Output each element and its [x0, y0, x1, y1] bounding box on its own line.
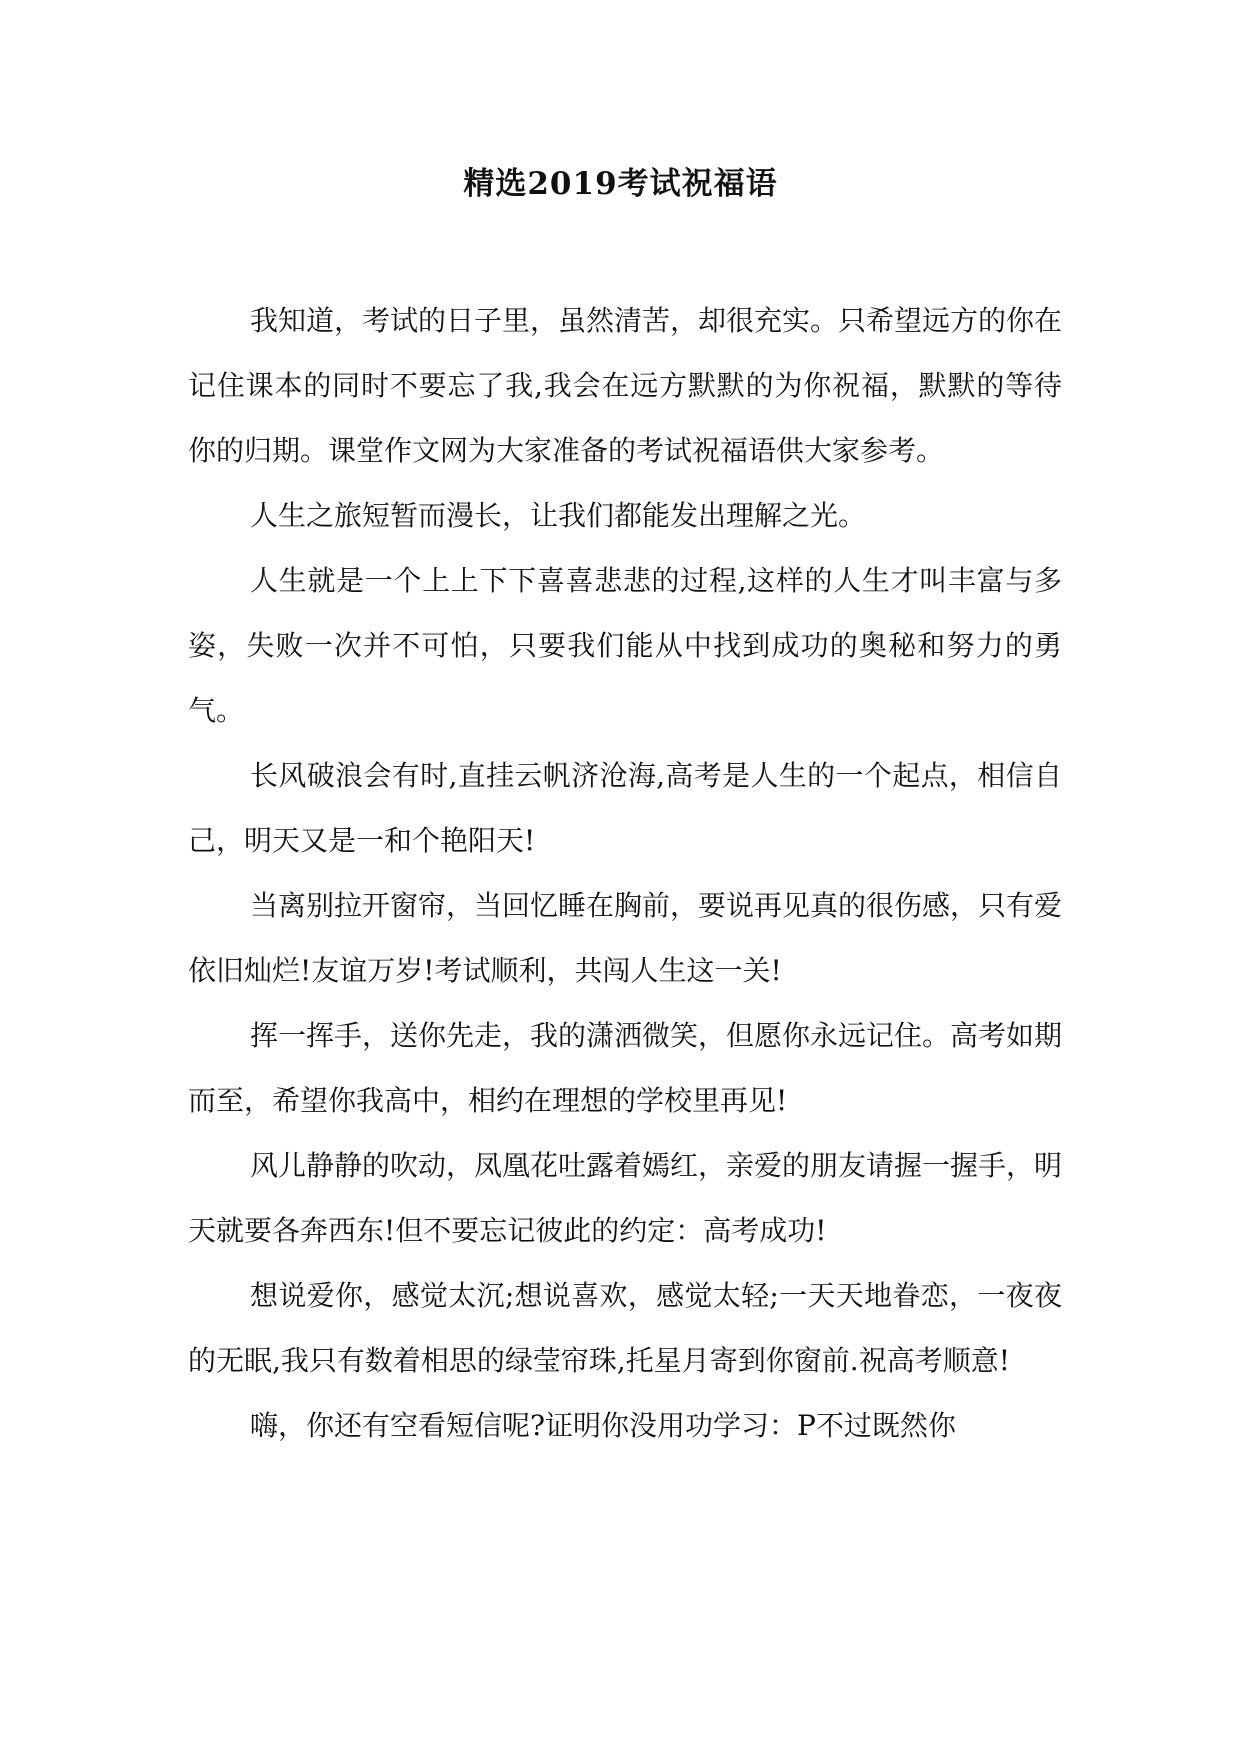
paragraph: 我知道，考试的日子里，虽然清苦，却很充实。只希望远方的你在记住课本的同时不要忘了我,我会在远方默默的为你祝福，默默的等待你的归期。课堂作文网为大家准备的考试祝福语供大家参考。 — [188, 304, 1063, 467]
paragraph: 挥一挥手，送你先走，我的潇洒微笑，但愿你永远记住。高考如期而至，希望你我高中，相约在理想的学校里再见! — [188, 1019, 1063, 1117]
paragraph: 长风破浪会有时,直挂云帆济沧海,高考是人生的一个起点，相信自己，明天又是一和个艳阳天! — [188, 759, 1062, 857]
paragraph: 嗨，你还有空看短信呢?证明你没用功学习：P不过既然你 — [250, 1409, 956, 1442]
document-body — [188, 288, 1062, 1458]
paragraph: 当离别拉开窗帘，当回忆睡在胸前，要说再见真的很伤感，只有爱依旧灿烂!友谊万岁!考试顺利，共闯人生这一关! — [188, 889, 1063, 987]
paragraph: 人生之旅短暂而漫长，让我们都能发出理解之光。 — [250, 499, 867, 532]
paragraph: 风儿静静的吹动，凤凰花吐露着嫣红，亲爱的朋友请握一握手，明天就要各奔西东!但不要忘记彼此的约定：高考成功! — [188, 1149, 1063, 1247]
paragraph: 想说爱你，感觉太沉;想说喜欢，感觉太轻;一天天地眷恋，一夜夜的无眠,我只有数着相思的绿莹帘珠,托星月寄到你窗前.祝高考顺意! — [188, 1279, 1062, 1377]
document-title: 精选2019考试祝福语 — [463, 166, 778, 202]
paragraph: 人生就是一个上上下下喜喜悲悲的过程,这样的人生才叫丰富与多姿，失败一次并不可怕，只要我们能从中找到成功的奥秘和努力的勇气。 — [188, 564, 1062, 727]
